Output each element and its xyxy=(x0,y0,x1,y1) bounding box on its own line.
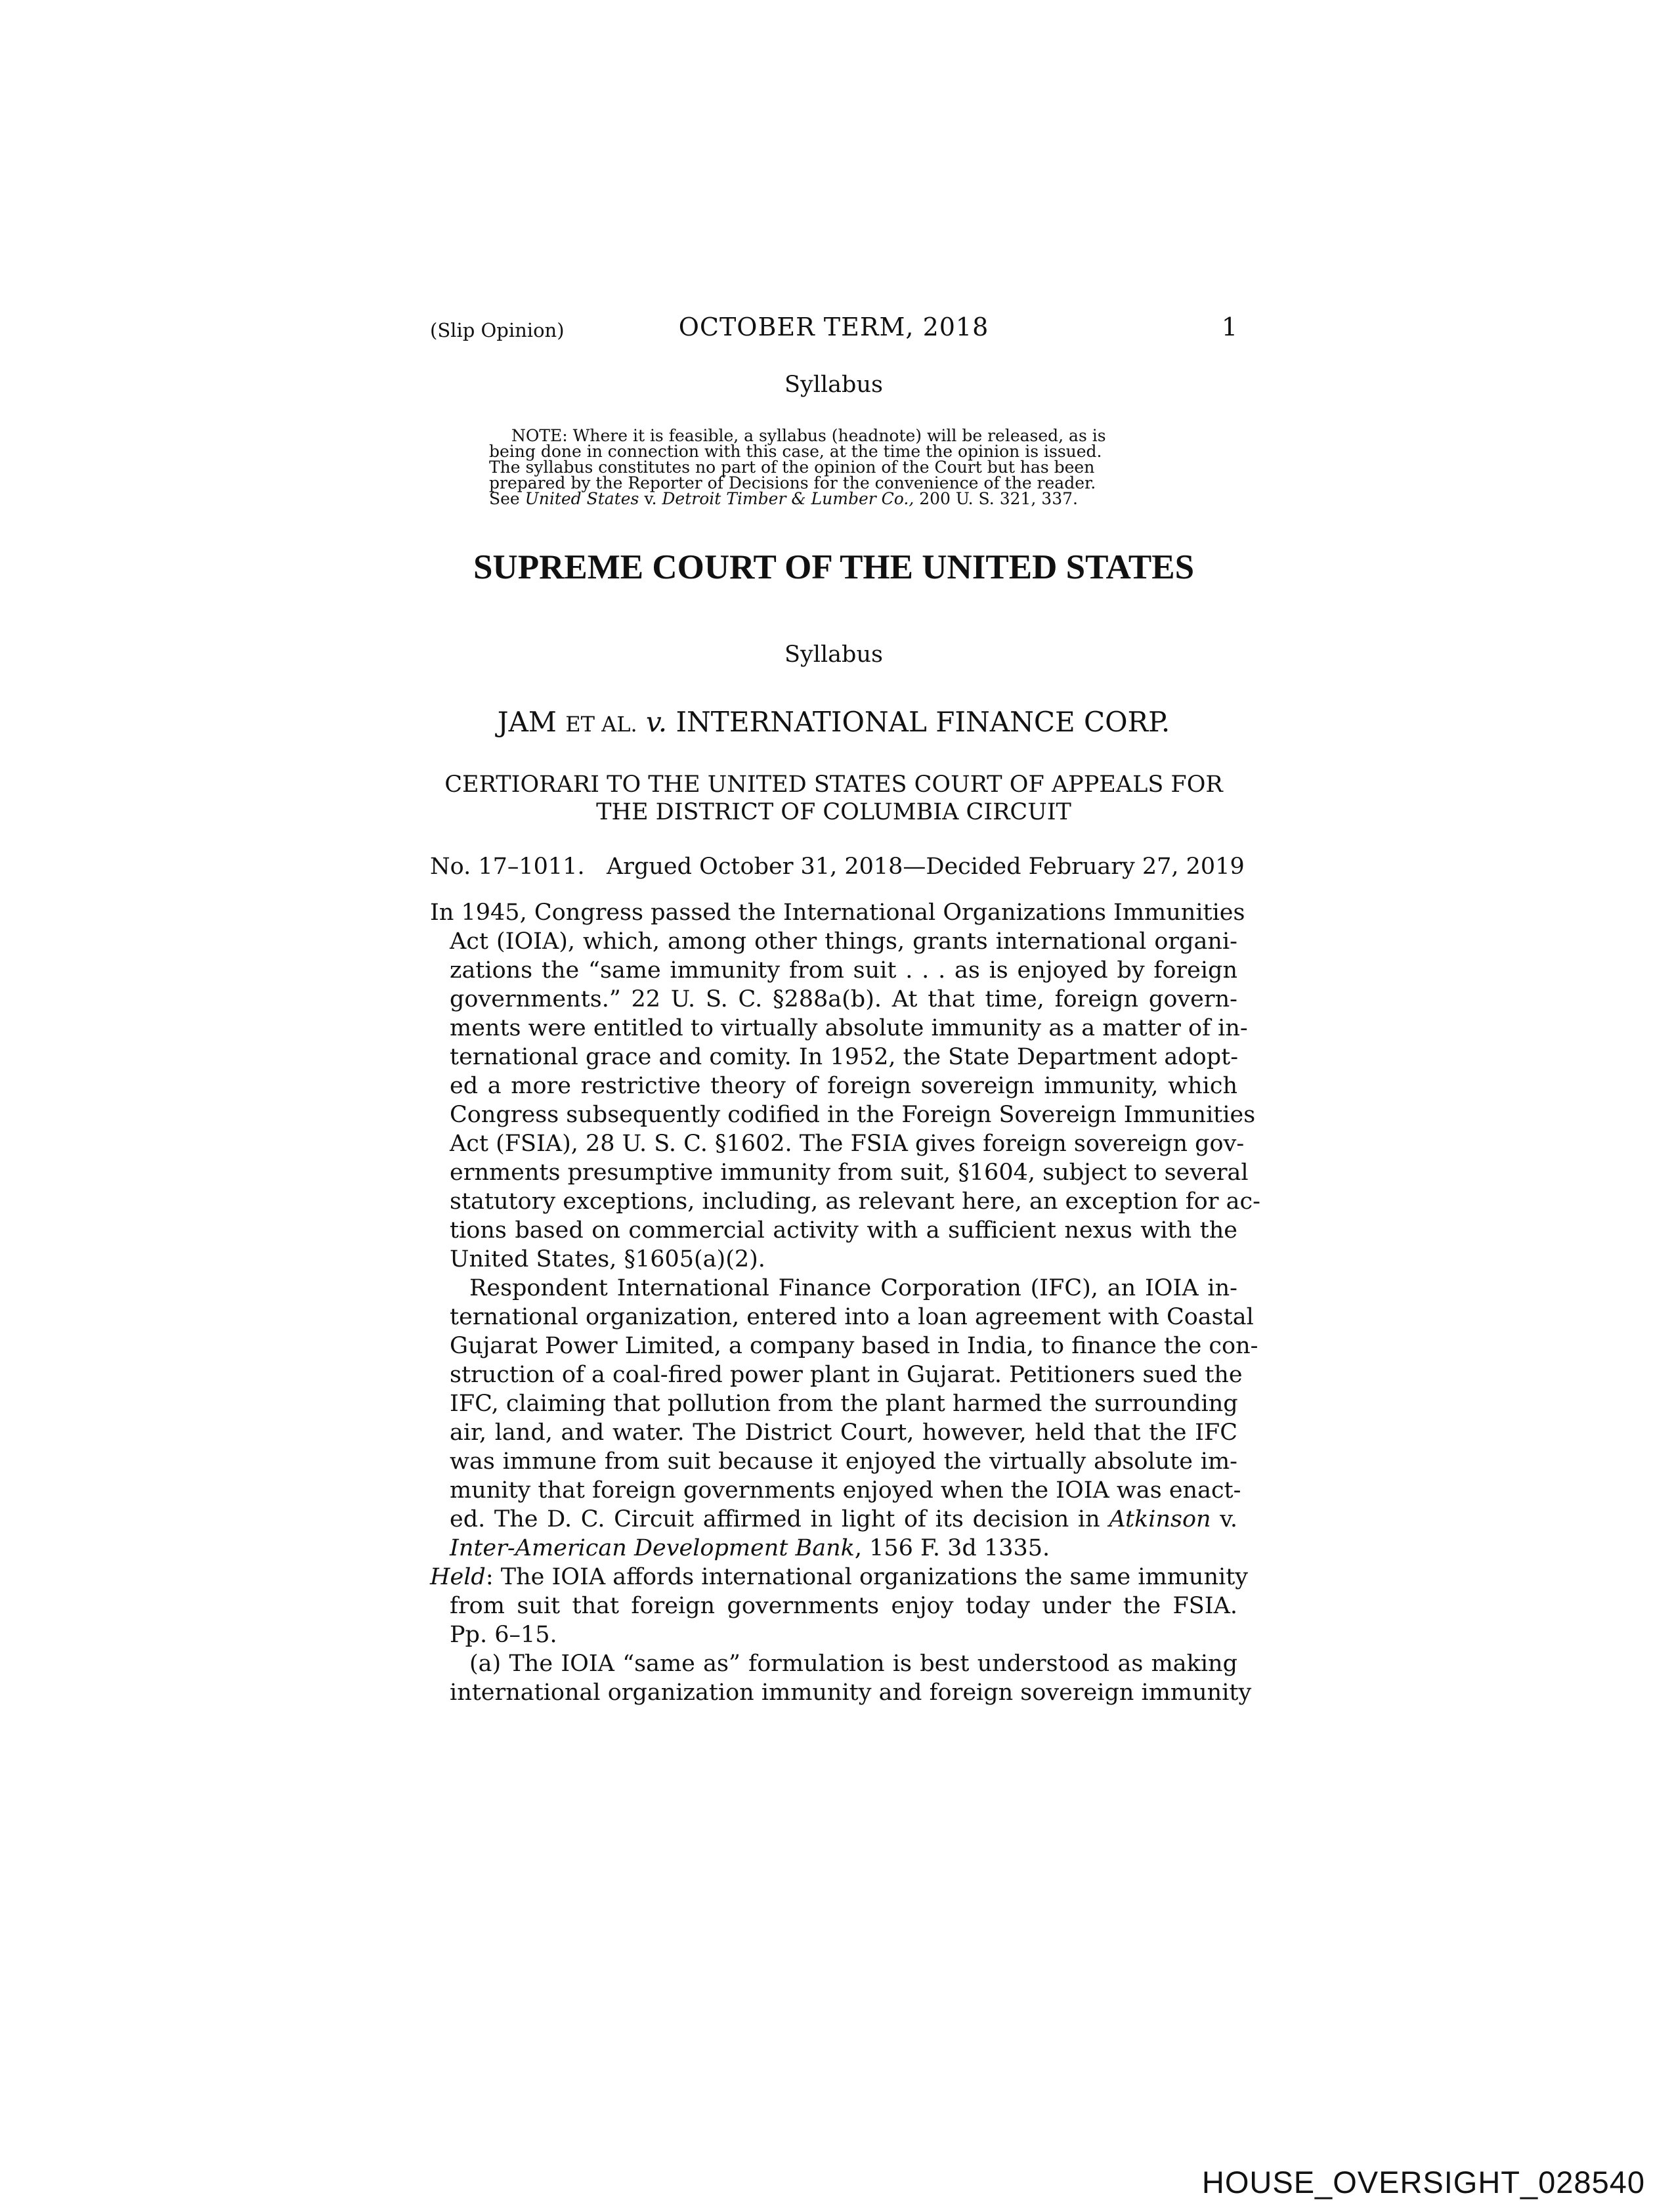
text-line: international organization immunity and foreign sovereign immunity xyxy=(450,1680,1252,1706)
paragraph-facts xyxy=(430,1274,1258,1563)
case-name: Detroit Timber & Lumber Co., xyxy=(662,489,914,508)
text-line: Gujarat Power Limited, a company based in India, to finance the con- xyxy=(450,1333,1258,1359)
text-line: struction of a coal-fired power plant in Gujarat. Petitioners sued the xyxy=(450,1362,1243,1388)
text-line: zations the “same immunity from suit . . . as is enjoyed by foreign xyxy=(450,957,1237,984)
syllabus-body xyxy=(430,898,1260,1707)
text-line: ments were entitled to virtually absolute immunity as a matter of in- xyxy=(450,1015,1248,1041)
paragraph-background xyxy=(430,898,1260,1274)
note-line: The syllabus constitutes no part of the opinion of the Court but has been xyxy=(489,458,1095,477)
case-caption: JAM ET AL. v. INTERNATIONAL FINANCE CORP. xyxy=(497,706,1170,738)
text-line: was immune from suit because it enjoyed the virtually absolute im- xyxy=(450,1448,1237,1475)
text-line: munity that foreign governments enjoyed when the IOIA was enact- xyxy=(450,1477,1241,1504)
term-heading: OCTOBER TERM, 2018 xyxy=(678,313,989,341)
certiorari-heading xyxy=(430,771,1237,826)
slip-opinion-label: (Slip Opinion) xyxy=(430,319,565,341)
text-line: ernments presumptive immunity from suit, §1604, subject to several xyxy=(450,1160,1249,1186)
held-label: Held xyxy=(430,1564,486,1590)
text-line: statutory exceptions, including, as relevant here, an exception for ac- xyxy=(450,1188,1260,1215)
note-citation-line: See United States v. Detroit Timber & Lumber Co., 200 U. S. 321, 337. xyxy=(489,489,1078,508)
syllabus-label: Syllabus xyxy=(784,641,883,668)
note-line: being done in connection with this case, at the time the opinion is issued. xyxy=(489,442,1102,461)
text-line: United States, §1605(a)(2). xyxy=(450,1246,765,1272)
court-title: SUPREME COURT OF THE UNITED STATES xyxy=(473,548,1195,586)
text-line: ternational organization, entered into a loan agreement with Coastal xyxy=(450,1304,1254,1330)
text-line: Pp. 6–15. xyxy=(450,1622,557,1648)
certiorari-line: CERTIORARI TO THE UNITED STATES COURT OF APPEALS FOR xyxy=(444,771,1223,798)
syllabus-note xyxy=(489,428,1237,507)
case-name: Atkinson xyxy=(1109,1506,1211,1532)
text-line: tions based on commercial activity with a sufficient nexus with the xyxy=(450,1217,1237,1244)
text-line: In 1945, Congress passed the International Organizations Immunities xyxy=(430,900,1245,926)
note-line: NOTE: Where it is feasible, a syllabus (headnote) will be released, as is xyxy=(511,426,1106,445)
paragraph-held xyxy=(430,1563,1249,1649)
text-line: (a) The IOIA “same as” formulation is best understood as making xyxy=(469,1651,1237,1677)
certiorari-line: THE DISTRICT OF COLUMBIA CIRCUIT xyxy=(596,799,1071,825)
text-line: ed a more restrictive theory of foreign sovereign immunity, which xyxy=(450,1073,1237,1099)
text-line: Congress subsequently codified in the Foreign Sovereign Immunities xyxy=(450,1102,1256,1128)
text-line: IFC, claiming that pollution from the plant harmed the surrounding xyxy=(450,1391,1238,1417)
syllabus-label-top: Syllabus xyxy=(784,372,883,398)
paragraph-a xyxy=(430,1649,1252,1707)
text-line: Act (IOIA), which, among other things, grants international organi- xyxy=(450,928,1237,955)
text-line: Held: The IOIA affords international organizations the same immunity xyxy=(430,1564,1249,1590)
text-line: governments.” 22 U. S. C. §288a(b). At that time, foreign govern- xyxy=(450,986,1237,1012)
text-line: from suit that foreign governments enjoy today under the FSIA. xyxy=(450,1593,1237,1619)
case-name: United States xyxy=(525,489,639,508)
text-line: ternational grace and comity. In 1952, the State Department adopt- xyxy=(450,1044,1239,1070)
text-line: Inter-American Development Bank, 156 F. 3d 1335. xyxy=(450,1535,1050,1561)
case-name: Inter-American Development Bank xyxy=(450,1535,855,1561)
bates-stamp: HOUSE_OVERSIGHT_028540 xyxy=(1201,2165,1645,2200)
text-line: Respondent International Finance Corporation (IFC), an IOIA in- xyxy=(469,1275,1237,1301)
text-line: ed. The D. C. Circuit affirmed in light of its decision in Atkinson v. xyxy=(450,1506,1237,1532)
running-head xyxy=(430,313,1237,347)
page-number: 1 xyxy=(1221,313,1237,341)
text-line: Act (FSIA), 28 U. S. C. §1602. The FSIA gives foreign sovereign gov- xyxy=(450,1131,1245,1157)
docket-line: No. 17–1011. Argued October 31, 2018—Decided February 27, 2019 xyxy=(430,854,1245,880)
note-line: prepared by the Reporter of Decisions for the convenience of the reader. xyxy=(489,473,1096,492)
text-line: air, land, and water. The District Court, however, held that the IFC xyxy=(450,1420,1237,1446)
